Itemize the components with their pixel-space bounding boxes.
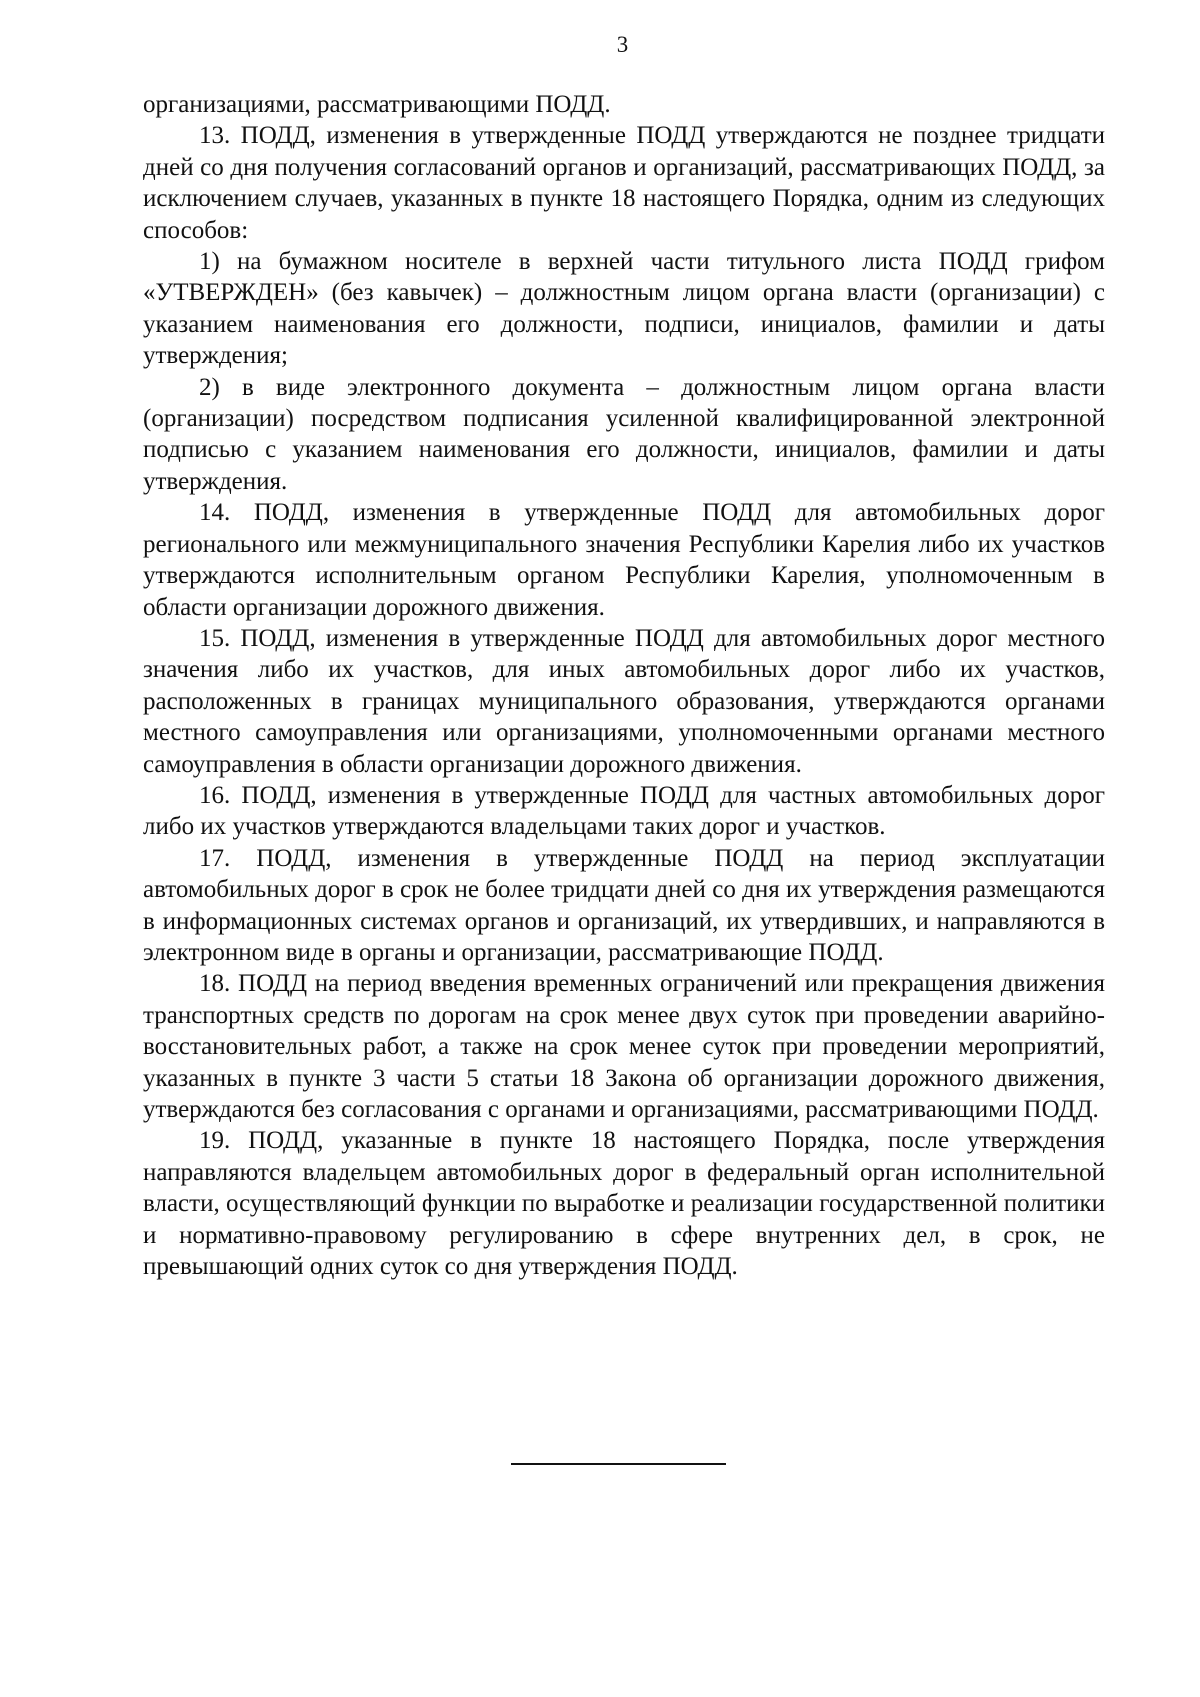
page-number: 3 — [616, 32, 629, 57]
paragraph-continuation: организациями, рассматривающими ПОДД. — [143, 91, 611, 118]
end-of-document-rule — [511, 1463, 726, 1465]
paragraph-item-19: 19. ПОДД, указанные в пункте 18 настоящего Порядка, после утверждения направляются владельцем автомобильных дорог в федеральный орган исполнительной власти, осуществляющий функции по выработке и реализации государственной политики и нормативно-правовому регулированию в сфере внутренних дел, в срок, не превышающий одних суток со дня утверждения ПОДД. — [143, 1127, 1105, 1281]
paragraph-item-17: 17. ПОДД, изменения в утвержденные ПОДД на период эксплуатации автомобильных дорог в срок не более тридцати дней со дня их утверждения размещаются в информационных системах органов и организаций, их утвердивших, и направляются в электронном виде в органы и организации, рассматривающие ПОДД. — [143, 844, 1105, 966]
document-body — [143, 89, 1105, 1282]
paragraph-item-14: 14. ПОДД, изменения в утвержденные ПОДД для автомобильных дорог регионального или межмуниципального значения Республики Карелия либо их участков утверждаются исполнительным органом Республики Карелия, уполномоченным в области организации дорожного движения. — [143, 499, 1105, 621]
paragraph-item-16: 16. ПОДД, изменения в утвержденные ПОДД для частных автомобильных дорог либо их участков утверждаются владельцами таких дорог и участков. — [143, 781, 1105, 841]
paragraph-item-13: 13. ПОДД, изменения в утвержденные ПОДД утверждаются не позднее тридцати дней со дня получения согласований органов и организаций, рассматривающих ПОДД, за исключением случаев, указанных в пункте 18 настоящего Порядка, одним из следующих способов: — [143, 122, 1105, 244]
paragraph-item-15: 15. ПОДД, изменения в утвержденные ПОДД для автомобильных дорог местного значения либо их участков, для иных автомобильных дорог либо их участков, расположенных в границах муниципального образования, утверждаются органами местного самоуправления или организациями, уполномоченными органами местного самоуправления в области организации дорожного движения. — [143, 624, 1105, 778]
paragraph-subitem-1: 1) на бумажном носителе в верхней части титульного листа ПОДД грифом «УТВЕРЖДЕН» (без кавычек) – должностным лицом органа власти (организации) с указанием наименования его должности, подписи, инициалов, фамилии и даты утверждения; — [143, 248, 1105, 370]
paragraph-subitem-2: 2) в виде электронного документа – должностным лицом органа власти (организации) посредством подписания усиленной квалифицированной электронной подписью с указанием наименования его должности, инициалов, фамилии и даты утверждения. — [143, 373, 1105, 495]
paragraph-item-18: 18. ПОДД на период введения временных ограничений или прекращения движения транспортных средств по дорогам на срок менее двух суток при проведении аварийно-восстановительных работ, а также на срок менее суток при проведении мероприятий, указанных в пункте 3 части 5 статьи 18 Закона об организации дорожного движения, утверждаются без согласования с органами и организациями, рассматривающими ПОДД. — [143, 970, 1105, 1123]
